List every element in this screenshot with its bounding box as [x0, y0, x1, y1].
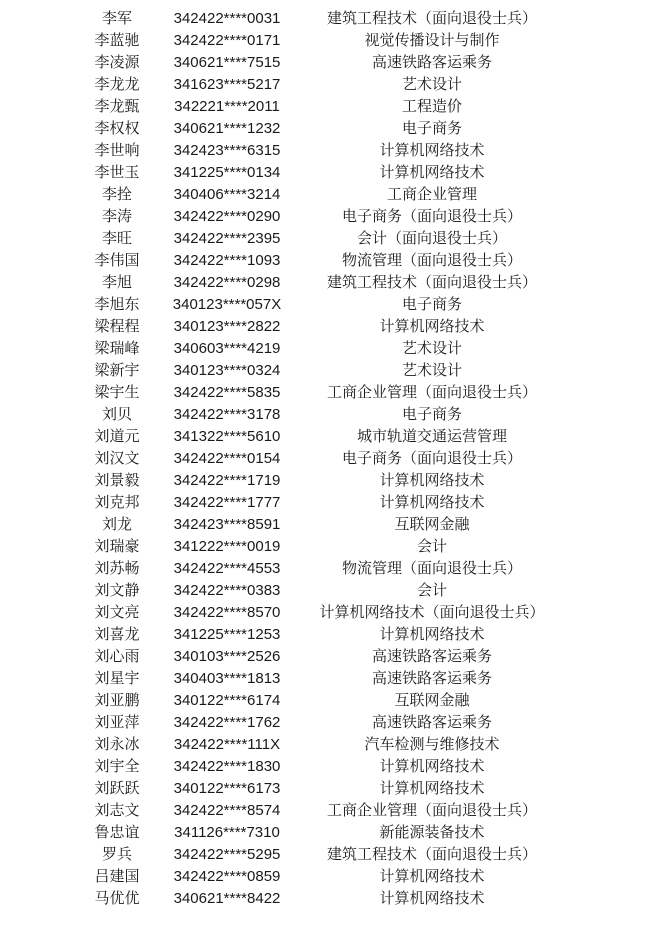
id-number-cell: 340122****6173 [173, 780, 281, 797]
id-number-cell: 342422****0859 [173, 868, 281, 885]
id-number-cell: 341126****7310 [174, 824, 280, 841]
name-cell: 李旭东 [94, 296, 140, 313]
id-number-cell: 342423****6315 [173, 142, 281, 159]
name-cell: 吕建国 [94, 868, 140, 885]
name-cell: 刘龙 [101, 516, 132, 533]
table-row [0, 294, 652, 316]
name-cell: 刘星宇 [94, 670, 140, 687]
id-number-cell: 342422****111X [173, 736, 281, 753]
name-cell: 刘宇全 [94, 758, 140, 775]
id-number-cell: 341623****5217 [173, 76, 281, 93]
name-cell: 刘志文 [94, 802, 140, 819]
id-number-cell: 342422****8574 [173, 802, 281, 819]
name-cell: 梁程程 [94, 318, 140, 335]
name-cell: 刘喜龙 [94, 626, 140, 643]
id-number-cell: 342422****4553 [173, 560, 281, 577]
major-cell: 工商企业管理（面向退役士兵） [326, 802, 537, 819]
major-cell: 计算机网络技术 [379, 142, 485, 159]
id-number-cell: 342422****8570 [173, 604, 281, 621]
major-cell: 建筑工程技术（面向退役士兵） [326, 846, 537, 863]
table-row [0, 382, 652, 404]
table-row [0, 272, 652, 294]
major-cell: 高速铁路客运乘务 [371, 670, 492, 687]
id-number-cell: 341225****0134 [173, 164, 281, 181]
name-cell: 李龙甄 [94, 98, 140, 115]
id-number-cell: 342422****0031 [173, 10, 281, 27]
major-cell: 计算机网络技术 [379, 868, 485, 885]
table-row [0, 778, 652, 800]
name-cell: 李旺 [101, 230, 132, 247]
id-number-cell: 341322****5610 [173, 428, 281, 445]
id-number-cell: 340403****1813 [173, 670, 281, 687]
id-number-cell: 342422****0298 [173, 274, 281, 291]
table-row [0, 668, 652, 690]
table-row [0, 756, 652, 778]
table-row [0, 74, 652, 96]
table-row [0, 690, 652, 712]
major-cell: 电子商务（面向退役士兵） [341, 208, 522, 225]
admission-table [0, 8, 652, 910]
name-cell: 刘贝 [101, 406, 132, 423]
name-cell: 刘文亮 [94, 604, 140, 621]
id-number-cell: 340103****2526 [173, 648, 281, 665]
table-row [0, 118, 652, 140]
table-row [0, 646, 652, 668]
table-row [0, 492, 652, 514]
major-cell: 城市轨道交通运营管理 [356, 428, 507, 445]
table-row [0, 316, 652, 338]
table-row [0, 52, 652, 74]
name-cell: 刘跃跃 [94, 780, 140, 797]
major-cell: 物流管理（面向退役士兵） [341, 560, 522, 577]
major-cell: 会计 [416, 582, 447, 599]
name-cell: 刘亚萍 [94, 714, 140, 731]
name-cell: 刘汉文 [94, 450, 140, 467]
name-cell: 刘心雨 [94, 648, 140, 665]
table-row [0, 228, 652, 250]
major-cell: 艺术设计 [401, 362, 462, 379]
major-cell: 计算机网络技术 [379, 758, 485, 775]
name-cell: 李军 [101, 10, 132, 27]
id-number-cell: 341225****1253 [173, 626, 281, 643]
id-number-cell: 342422****0290 [173, 208, 281, 225]
name-cell: 李伟国 [94, 252, 140, 269]
name-cell: 李世响 [94, 142, 140, 159]
major-cell: 工程造价 [401, 98, 462, 115]
id-number-cell: 340123****057X [172, 296, 282, 313]
table-row [0, 470, 652, 492]
table-row [0, 866, 652, 888]
major-cell: 会计 [416, 538, 447, 555]
name-cell: 鲁忠谊 [94, 824, 140, 841]
major-cell: 互联网金融 [394, 516, 470, 533]
major-cell: 工商企业管理 [386, 186, 477, 203]
name-cell: 李凌源 [94, 54, 140, 71]
id-number-cell: 340406****3214 [173, 186, 281, 203]
major-cell: 艺术设计 [401, 76, 462, 93]
table-row [0, 822, 652, 844]
id-number-cell: 340603****4219 [173, 340, 281, 357]
id-number-cell: 340123****0324 [173, 362, 281, 379]
major-cell: 视觉传播设计与制作 [364, 32, 500, 49]
id-number-cell: 341222****0019 [173, 538, 281, 555]
table-row [0, 206, 652, 228]
id-number-cell: 342422****1093 [173, 252, 281, 269]
name-cell: 刘文静 [94, 582, 140, 599]
major-cell: 计算机网络技术 [379, 318, 485, 335]
major-cell: 计算机网络技术 [379, 780, 485, 797]
id-number-cell: 340122****6174 [173, 692, 281, 709]
id-number-cell: 342422****1762 [173, 714, 281, 731]
table-row [0, 30, 652, 52]
table-row [0, 514, 652, 536]
id-number-cell: 342423****8591 [173, 516, 281, 533]
major-cell: 电子商务 [401, 120, 462, 137]
table-row [0, 888, 652, 910]
table-row [0, 734, 652, 756]
name-cell: 刘苏畅 [94, 560, 140, 577]
id-number-cell: 342422****0171 [173, 32, 281, 49]
major-cell: 物流管理（面向退役士兵） [341, 252, 522, 269]
name-cell: 刘瑞豪 [94, 538, 140, 555]
id-number-cell: 342422****0154 [173, 450, 281, 467]
major-cell: 高速铁路客运乘务 [371, 54, 492, 71]
name-cell: 刘永冰 [94, 736, 140, 753]
table-row [0, 624, 652, 646]
name-cell: 梁瑞峰 [94, 340, 140, 357]
table-row [0, 140, 652, 162]
name-cell: 马优优 [94, 890, 140, 907]
major-cell: 计算机网络技术 [379, 494, 485, 511]
id-number-cell: 342422****5295 [173, 846, 281, 863]
id-number-cell: 340123****2822 [173, 318, 281, 335]
table-row [0, 602, 652, 624]
major-cell: 高速铁路客运乘务 [371, 714, 492, 731]
name-cell: 罗兵 [101, 846, 132, 863]
table-row [0, 250, 652, 272]
major-cell: 互联网金融 [394, 692, 470, 709]
id-number-cell: 342422****1777 [173, 494, 281, 511]
id-number-cell: 342422****1719 [173, 472, 281, 489]
name-cell: 刘道元 [94, 428, 140, 445]
major-cell: 电子商务 [401, 296, 462, 313]
major-cell: 艺术设计 [401, 340, 462, 357]
table-row [0, 844, 652, 866]
name-cell: 李权权 [94, 120, 140, 137]
table-row [0, 580, 652, 602]
id-number-cell: 340621****1232 [173, 120, 281, 137]
id-number-cell: 342422****1830 [173, 758, 281, 775]
major-cell: 高速铁路客运乘务 [371, 648, 492, 665]
table-row [0, 8, 652, 30]
major-cell: 工商企业管理（面向退役士兵） [326, 384, 537, 401]
name-cell: 刘景毅 [94, 472, 140, 489]
table-row [0, 558, 652, 580]
name-cell: 李蓝驰 [94, 32, 140, 49]
table-row [0, 536, 652, 558]
table-row [0, 360, 652, 382]
table-row [0, 404, 652, 426]
table-row [0, 96, 652, 118]
name-cell: 李涛 [101, 208, 132, 225]
id-number-cell: 342422****2395 [173, 230, 281, 247]
id-number-cell: 340621****7515 [173, 54, 281, 71]
major-cell: 计算机网络技术 [379, 164, 485, 181]
major-cell: 建筑工程技术（面向退役士兵） [326, 10, 537, 27]
id-number-cell: 342422****3178 [173, 406, 281, 423]
name-cell: 李世玉 [94, 164, 140, 181]
table-row [0, 184, 652, 206]
id-number-cell: 342422****0383 [173, 582, 281, 599]
name-cell: 梁新宇 [94, 362, 140, 379]
name-cell: 李旭 [101, 274, 132, 291]
id-number-cell: 340621****8422 [173, 890, 281, 907]
id-number-cell: 342221****2011 [174, 98, 280, 115]
table-row [0, 800, 652, 822]
major-cell: 电子商务 [401, 406, 462, 423]
name-cell: 刘克邦 [94, 494, 140, 511]
name-cell: 刘亚鹏 [94, 692, 140, 709]
name-cell: 梁宇生 [94, 384, 140, 401]
name-cell: 李拴 [101, 186, 132, 203]
table-row [0, 426, 652, 448]
major-cell: 计算机网络技术 [379, 626, 485, 643]
major-cell: 计算机网络技术 [379, 890, 485, 907]
id-number-cell: 342422****5835 [173, 384, 281, 401]
major-cell: 会计（面向退役士兵） [356, 230, 507, 247]
major-cell: 汽车检测与维修技术 [364, 736, 500, 753]
major-cell: 计算机网络技术 [379, 472, 485, 489]
major-cell: 计算机网络技术（面向退役士兵） [319, 604, 545, 621]
major-cell: 建筑工程技术（面向退役士兵） [326, 274, 537, 291]
table-row [0, 448, 652, 470]
table-row [0, 162, 652, 184]
major-cell: 电子商务（面向退役士兵） [341, 450, 522, 467]
name-cell: 李龙龙 [94, 76, 140, 93]
table-row [0, 712, 652, 734]
major-cell: 新能源装备技术 [379, 824, 485, 841]
table-row [0, 338, 652, 360]
